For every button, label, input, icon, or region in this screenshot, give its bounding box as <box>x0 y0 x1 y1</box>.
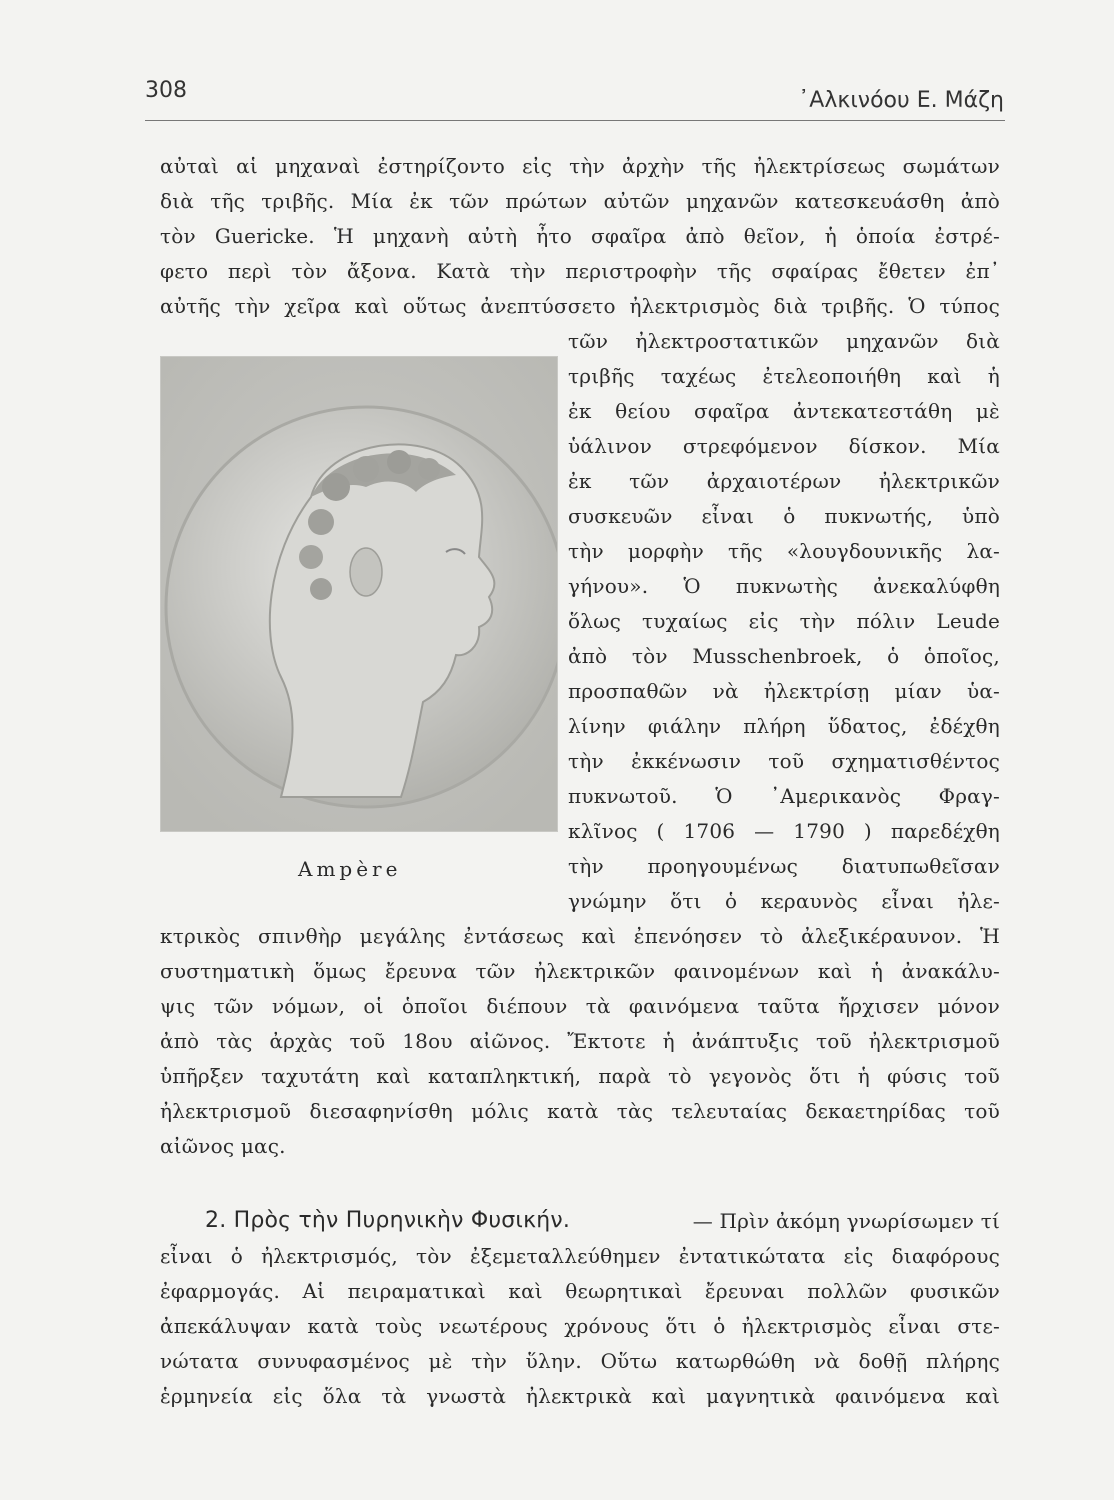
text-line: τὴν μορφὴν τῆς «λουγδουνικῆς λα- <box>568 539 1000 563</box>
text-line: αὐτῆς τὴν χεῖρα καὶ οὕτως ἀνεπτύσσετο ἠλεκτρισμὸς διὰ τριβῆς. Ὁ τύπος <box>160 294 1000 318</box>
text-line: ὑπῆρξεν ταχυτάτη καὶ καταπληκτική, παρὰ τὸ γεγονὸς ὅτι ἡ φύσις τοῦ <box>160 1064 1000 1088</box>
text-line: προσπαθῶν νὰ ἠλεκτρίσῃ μίαν ὑα- <box>568 679 1000 703</box>
header-rule <box>145 120 1005 121</box>
text-line: αἰῶνος μας. <box>160 1134 286 1158</box>
text-line: κτρικὸς σπινθὴρ μεγάλης ἐντάσεως καὶ ἐπενόησεν τὸ ἀλεξικέραυνον. Ἡ <box>160 924 1000 948</box>
text-line: γήνου». Ὁ πυκνωτὴς ἀνεκαλύφθη <box>568 574 1000 598</box>
text-line: κλῖνος ( 1706 — 1790 ) παρεδέχθη <box>568 819 1000 843</box>
text-line: γνώμην ὅτι ὁ κεραυνὸς εἶναι ἠλε- <box>568 889 1000 913</box>
text-line: ἀπεκάλυψαν κατὰ τοὺς νεωτέρους χρόνους ὅτι ὁ ἠλεκτρισμὸς εἶναι στε- <box>160 1314 1000 1338</box>
text-line: τὴν προηγουμένως διατυπωθεῖσαν <box>568 854 1000 878</box>
running-title: ᾿Αλκινόου Ε. Μάζη <box>798 88 1004 113</box>
text-line: διὰ τῆς τριβῆς. Μία ἐκ τῶν πρώτων αὐτῶν μηχανῶν κατεσκευάσθη ἀπὸ <box>160 189 1000 213</box>
text-line: ὑάλινον στρεφόμενον δίσκον. Μία <box>568 434 1000 458</box>
text-line: πυκνωτοῦ. Ὁ ᾿Αμερικανὸς Φραγ- <box>568 784 1000 808</box>
portrait-caption: Ampère <box>298 857 402 881</box>
text-line: ἐκ τῶν ἀρχαιοτέρων ἠλεκτρικῶν <box>568 469 1000 493</box>
section-heading: 2. Πρὸς τὴν Πυρηνικὴν Φυσικήν. <box>205 1208 571 1233</box>
text-line: συσκευῶν εἶναι ὁ πυκνωτής, ὑπὸ <box>568 504 1000 528</box>
text-line: ἑρμηνεία εἰς ὅλα τὰ γνωστὰ ἠλεκτρικὰ καὶ μαγνητικὰ φαινόμενα καὶ <box>160 1384 1000 1408</box>
text-line: ἠλεκτρισμοῦ διεσαφηνίσθη μόλις κατὰ τὰς τελευταίας δεκαετηρίδας τοῦ <box>160 1099 1000 1123</box>
portrait-medallion-image <box>161 357 557 831</box>
text-line: τριβῆς ταχέως ἐτελεοποιήθη καὶ ἡ <box>568 364 1000 388</box>
text-line: ἐφαρμογάς. Αἱ πειραματικαὶ καὶ θεωρητικαὶ ἔρευναι πολλῶν φυσικῶν <box>160 1279 1000 1303</box>
text-line: τὸν Guericke. Ἡ μηχανὴ αὐτὴ ἦτο σφαῖρα ἀπὸ θεῖον, ἡ ὁποία ἐστρέ- <box>160 224 1000 248</box>
text-line: εἶναι ὁ ἠλεκτρισμός, τὸν ἐξεμεταλλεύθημεν ἐντατικώτατα εἰς διαφόρους <box>160 1244 1000 1268</box>
text-line: ἐκ θείου σφαῖρα ἀντεκατεστάθη μὲ <box>568 399 1000 423</box>
text-line: τὴν ἐκκένωσιν τοῦ σχηματισθέντος <box>568 749 1000 773</box>
text-line: λίνην φιάλην πλήρη ὕδατος, ἐδέχθη <box>568 714 1000 738</box>
text-line: νώτατα συνυφασμένος μὲ τὴν ὕλην. Οὕτω κατωρθώθη νὰ δοθῇ πλήρης <box>160 1349 1000 1373</box>
text-line: ἀπὸ τὰς ἀρχὰς τοῦ 18ου αἰῶνος. Ἔκτοτε ἡ ἀνάπτυξις τοῦ ἠλεκτρισμοῦ <box>160 1029 1000 1053</box>
text-line: συστηματικὴ ὅμως ἔρευνα τῶν ἠλεκτρικῶν φαινομένων καὶ ἡ ἀνακάλυ- <box>160 959 1000 983</box>
text-line: ψις τῶν νόμων, οἱ ὁποῖοι διέπουν τὰ φαινόμενα ταῦτα ἤρχισεν μόνον <box>160 994 1000 1018</box>
section-2-first-line-text: — Πρὶν ἀκόμη γνωρίσωμεν τί <box>692 1209 1000 1233</box>
section-2-first-line <box>205 1207 1000 1235</box>
text-line: αὐταὶ αἱ μηχαναὶ ἐστηρίζοντο εἰς τὴν ἀρχὴν τῆς ἠλεκτρίσεως σωμάτων <box>160 154 1000 178</box>
text-line: τῶν ἠλεκτροστατικῶν μηχανῶν διὰ <box>568 329 1000 353</box>
text-line: ἀπὸ τὸν Musschenbroek, ὁ ὁποῖος, <box>568 644 1000 668</box>
ampere-portrait <box>160 356 558 832</box>
text-line: φετο περὶ τὸν ἄξονα. Κατὰ τὴν περιστροφὴν τῆς σφαίρας ἔθετεν ἐπ᾿ <box>160 259 1000 283</box>
page-number: 308 <box>145 78 187 103</box>
text-line: ὅλως τυχαίως εἰς τὴν πόλιν Leude <box>568 609 1000 633</box>
